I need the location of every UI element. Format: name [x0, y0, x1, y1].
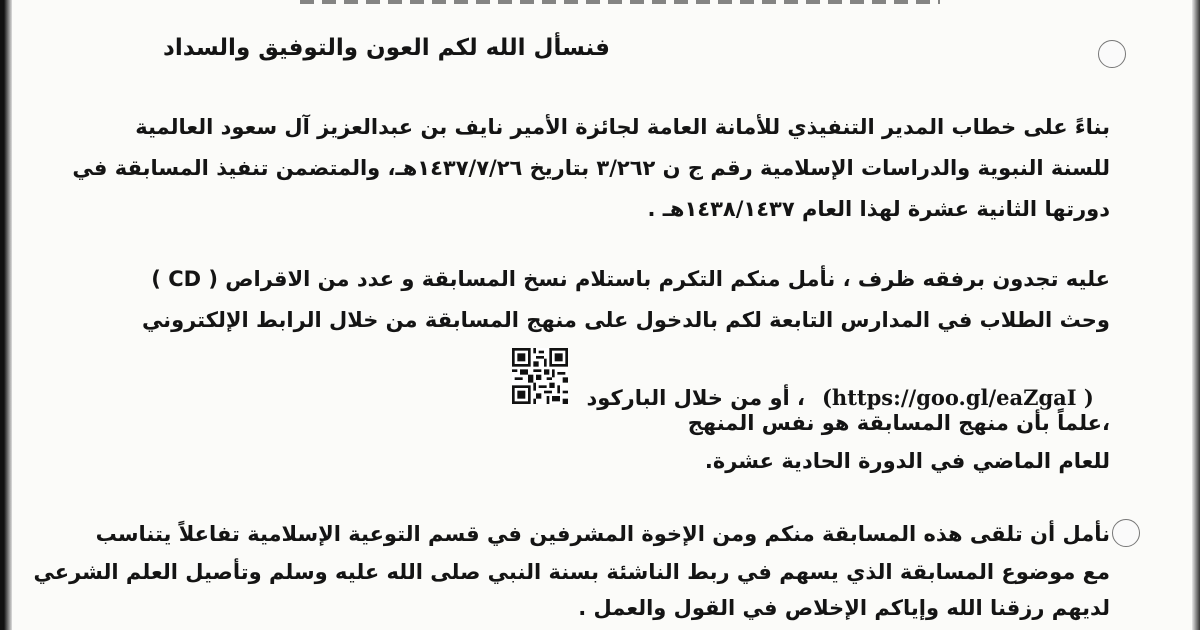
p3-line-2: مع موضوع المسابقة الذي يسهم في ربط الناشئة بسنة النبي صلى الله عليه وسلم وتأصيل العلم الشرعي: [33, 560, 1110, 584]
p1-line-1: بناءً على خطاب المدير التنفيذي للأمانة العامة لجائزة الأمير نايف بن عبدالعزيز آل سعود العالمية: [135, 115, 1110, 139]
scan-right-edge: [1192, 0, 1200, 630]
closing-title: فنسأل الله لكم العون والتوفيق والسداد: [163, 35, 610, 61]
punch-hole-bottom: [1112, 519, 1140, 547]
p2-line-5: للعام الماضي في الدورة الحادية عشرة.: [704, 449, 1110, 473]
p2-line-1: عليه تجدون برفقه ظرف ، نأمل منكم التكرم باستلام نسخ المسابقة و عدد من الاقراص ( CD ): [151, 267, 1110, 291]
p3-line-1: نأمل أن تلقى هذه المسابقة منكم ومن الإخوة المشرفين في قسم التوعية الإسلامية تفاعلاً يتناسب: [95, 522, 1110, 546]
p1-line-3: دورتها الثانية عشرة لهذا العام ١٤٣٨/١٤٣٧هـ .: [647, 197, 1110, 221]
scan-left-edge: [0, 0, 12, 630]
punch-hole-top: [1098, 40, 1126, 68]
p2-line-2: وحث الطلاب في المدارس التابعة لكم بالدخول على منهج المسابقة من خلال الرابط الإلكتروني: [141, 308, 1110, 332]
p1-line-2: للسنة النبوية والدراسات الإسلامية رقم ج ن ٣/٢٦٢ بتاريخ ١٤٣٧/٧/٢٦هـ، والمتضمن تنفيذ المسابقة في: [72, 156, 1110, 180]
qr-code-icon: [512, 348, 568, 404]
p3-line-3: لديهم رزقنا الله وإياكم الإخلاص في القول والعمل .: [578, 596, 1110, 620]
p2-barcode-text: ، أو من خلال الباركود: [586, 386, 805, 410]
syllabus-link[interactable]: (https://goo.gl/eaZgaI ): [822, 385, 1094, 410]
p2-line-4: ،علماً بأن منهج المسابقة هو نفس المنهج: [687, 411, 1110, 435]
cut-off-top-line: [300, 0, 940, 4]
